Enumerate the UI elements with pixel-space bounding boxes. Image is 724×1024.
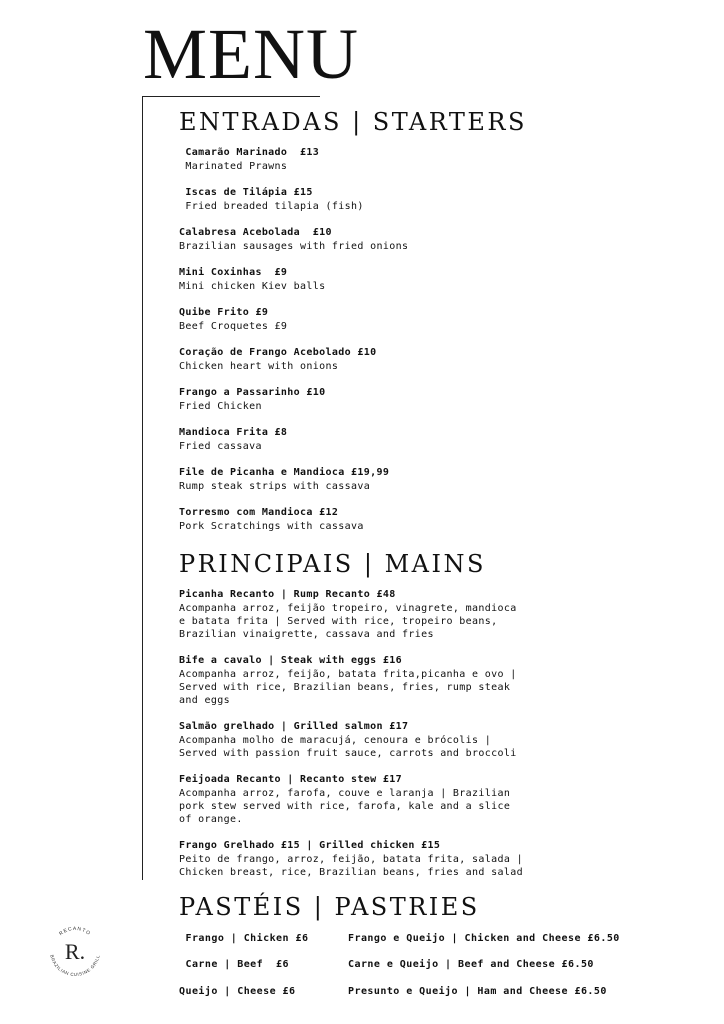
item-name: Frango a Passarinho £10 [179, 387, 326, 398]
menu-item [179, 346, 524, 386]
menu-item [179, 306, 524, 346]
frame-top-rule [142, 96, 320, 97]
item-name: Coração de Frango Acebolado £10 [179, 347, 377, 358]
pastry-item: Presunto e Queijo | Ham and Cheese £6.50 [348, 986, 607, 997]
pastry-item: Carne | Beef £6 [179, 959, 289, 970]
item-name: Torresmo com Mandioca £12 [179, 507, 339, 518]
section-title-mains: PRINCIPAIS | MAINS [179, 550, 486, 578]
menu-item [179, 386, 524, 426]
menu-item [179, 466, 524, 506]
pastry-item: Frango | Chicken £6 [179, 933, 309, 944]
pastry-item: Carne e Queijo | Beef and Cheese £6.50 [348, 959, 594, 970]
recanto-logo [42, 918, 108, 984]
menu-item [179, 839, 524, 879]
section-title-pastries: PASTÉIS | PASTRIES [179, 893, 480, 921]
logo-letter: R. [64, 939, 86, 964]
item-description: Pork Scratchings with cassava [179, 520, 364, 532]
item-description: Fried cassava [179, 440, 262, 452]
item-name: Quibe Frito £9 [179, 307, 269, 318]
item-description: Brazilian sausages with fried onions [179, 240, 409, 252]
item-name: Picanha Recanto | Rump Recanto £48 [179, 589, 396, 600]
item-description: Fried breaded tilapia (fish) [179, 200, 364, 212]
item-name: Camarão Marinado £13 [179, 147, 320, 158]
menu-item [179, 266, 524, 306]
menu-item [179, 720, 524, 773]
item-name: Mandioca Frita £8 [179, 427, 288, 438]
page-title: MENU [143, 14, 359, 94]
item-description: Acompanha molho de maracujá, cenoura e brócolis | Served with passion fruit sauce, carrots and broccoli [179, 734, 517, 759]
item-description: Mini chicken Kiev balls [179, 280, 326, 292]
item-name: Mini Coxinhas £9 [179, 267, 288, 278]
item-description: Beef Croquetes £9 [179, 320, 288, 332]
logo-bottom-text: BRAZILIAN CUISINE GRILL [49, 954, 101, 978]
section-title-starters: ENTRADAS | STARTERS [179, 108, 527, 136]
menu-item [179, 146, 524, 186]
frame-left-rule [142, 96, 143, 880]
logo-top-text: RECANTO [58, 925, 92, 938]
menu-item [179, 426, 524, 466]
menu-item [179, 226, 524, 266]
item-name: Bife a cavalo | Steak with eggs £16 [179, 655, 402, 666]
item-description: Peito de frango, arroz, feijão, batata frita, salada | Chicken breast, rice, Brazilian beans, fries and salad [179, 853, 524, 878]
item-name: Calabresa Acebolada £10 [179, 227, 332, 238]
menu-item [179, 654, 524, 720]
starters-list [179, 146, 524, 546]
mains-list [179, 588, 524, 879]
item-name: Iscas de Tilápia £15 [179, 187, 313, 198]
item-description: Fried Chicken [179, 400, 262, 412]
item-name: Frango Grelhado £15 | Grilled chicken £15 [179, 840, 441, 851]
pastry-item: Queijo | Cheese £6 [179, 986, 296, 997]
item-description: Acompanha arroz, feijão tropeiro, vinagrete, mandioca e batata frita | Served with rice, tropeiro beans, Brazilian vinaigrette, cassava and fries [179, 602, 517, 641]
item-name: File de Picanha e Mandioca £19,99 [179, 467, 390, 478]
menu-item [179, 588, 524, 654]
item-name: Salmão grelhado | Grilled salmon £17 [179, 721, 409, 732]
menu-item [179, 773, 524, 839]
svg-text:RECANTO [58, 926, 92, 937]
menu-item [179, 186, 524, 226]
pastry-item: Frango e Queijo | Chicken and Cheese £6.50 [348, 933, 620, 944]
item-description: Chicken heart with onions [179, 360, 339, 372]
item-name: Feijoada Recanto | Recanto stew £17 [179, 774, 402, 785]
menu-item [179, 506, 524, 546]
item-description: Rump steak strips with cassava [179, 480, 371, 492]
item-description: Marinated Prawns [179, 160, 288, 172]
item-description: Acompanha arroz, feijão, batata frita,picanha e ovo | Served with rice, Brazilian beans, fries, rump steak and eggs [179, 668, 517, 707]
item-description: Acompanha arroz, farofa, couve e laranja | Brazilian pork stew served with rice, farofa, kale and a slice of orange. [179, 787, 511, 826]
